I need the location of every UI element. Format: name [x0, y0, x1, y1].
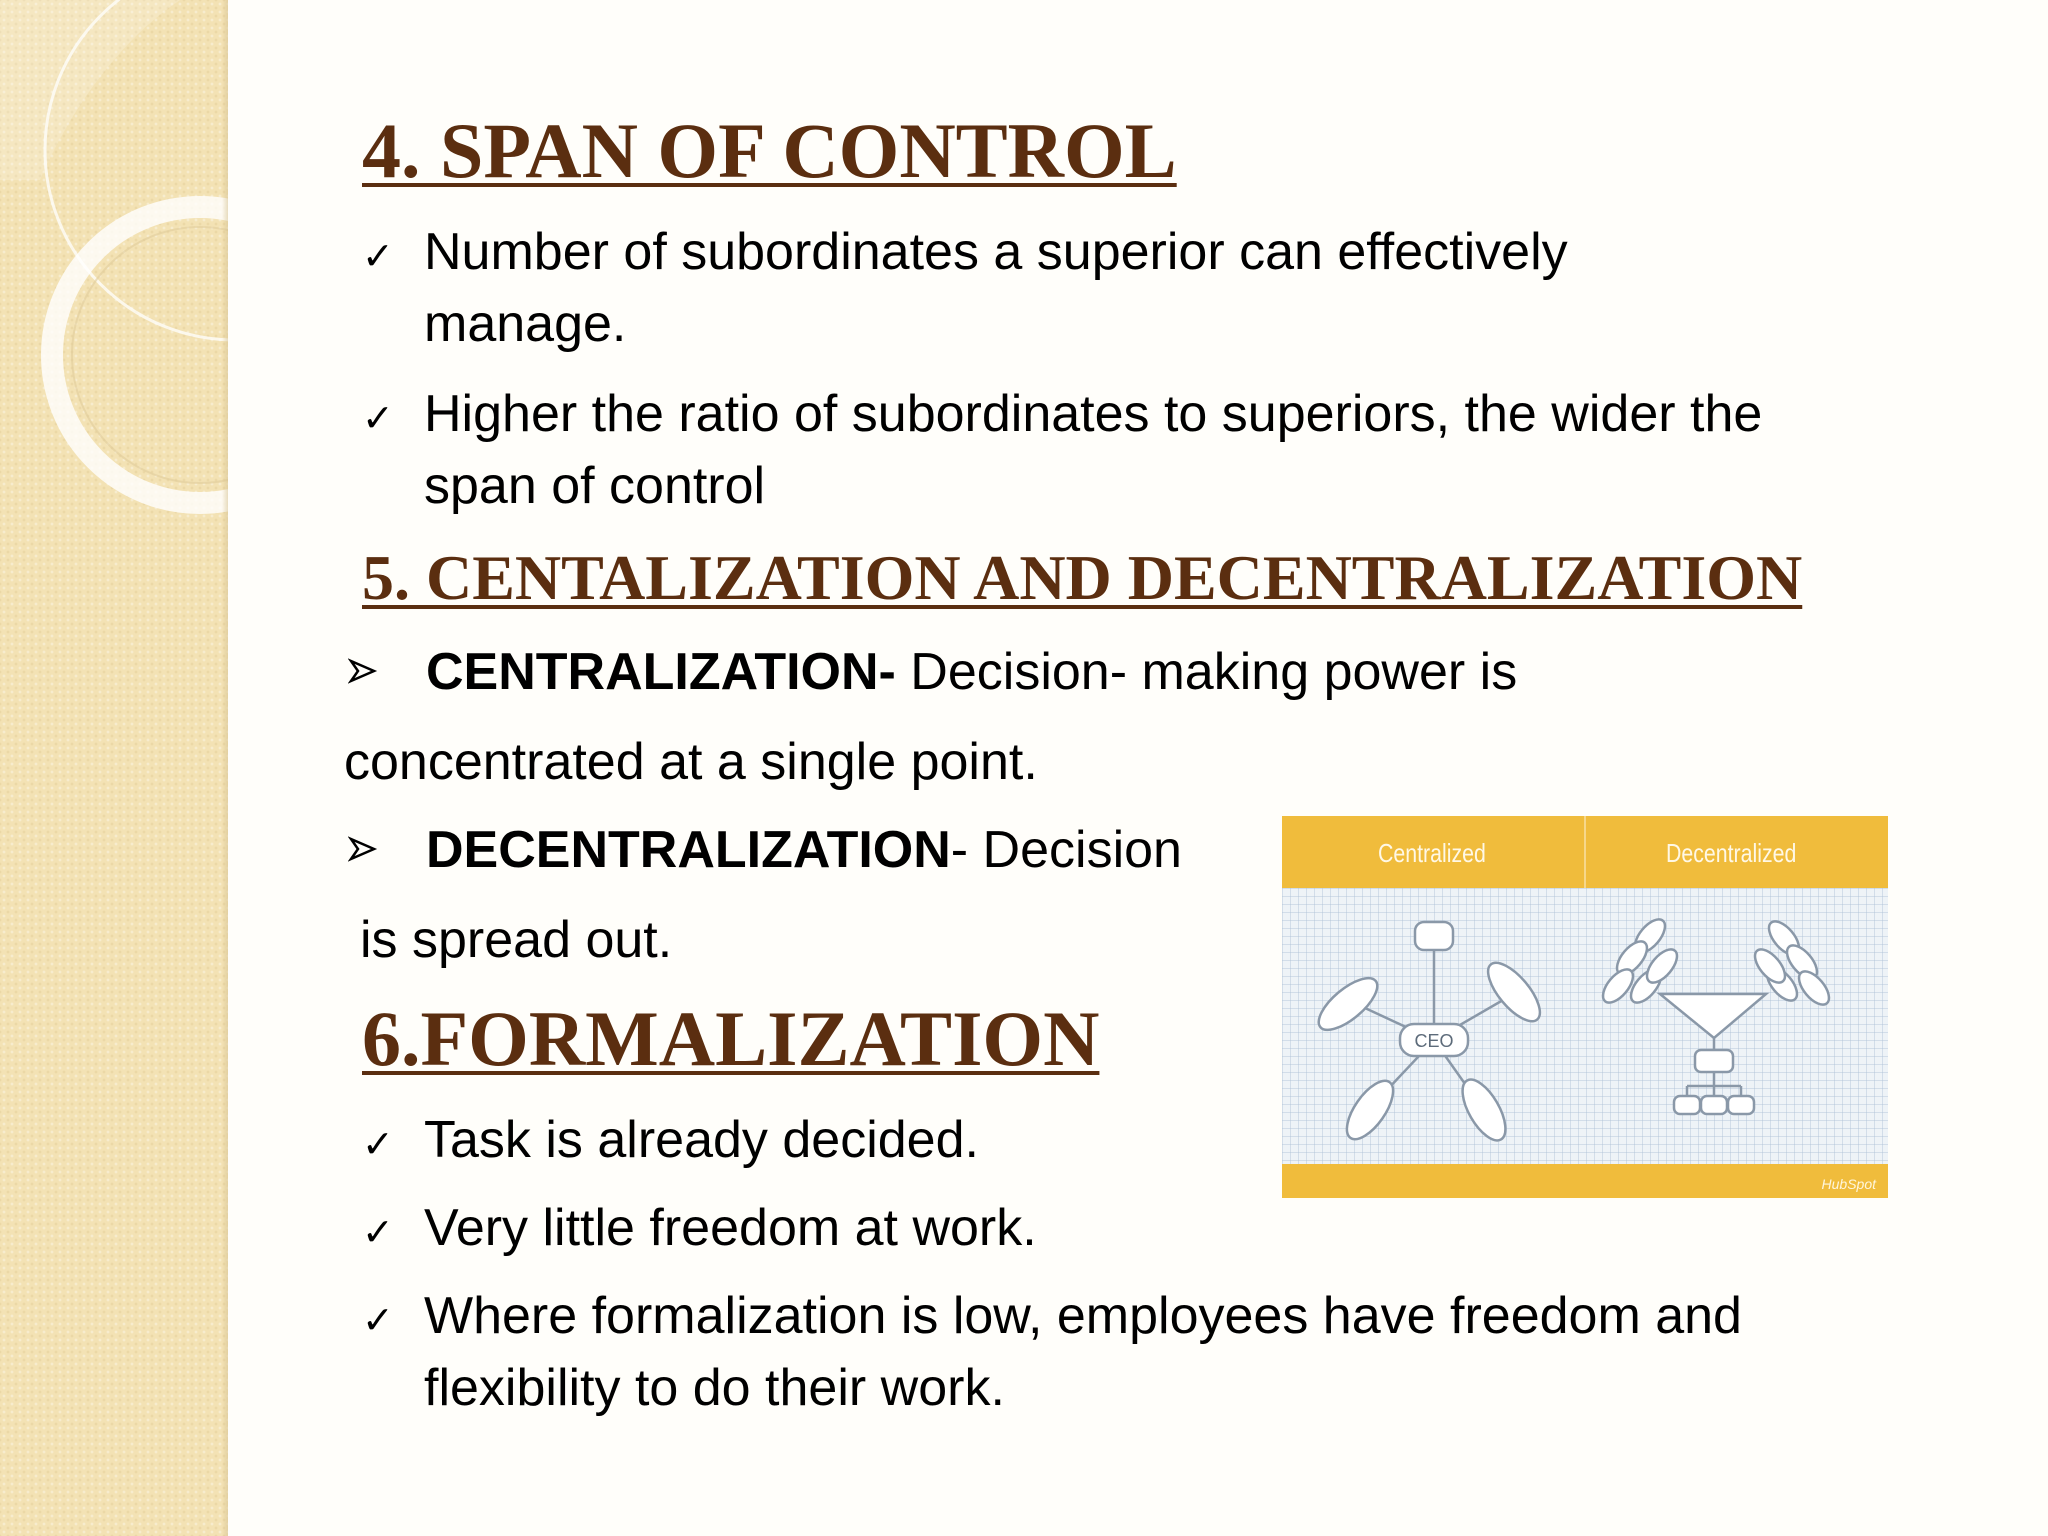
- list-item: [362, 378, 1962, 522]
- image-footer-bar: [1282, 1164, 1888, 1198]
- check-mark-icon: ✓: [362, 1298, 394, 1342]
- centralization-text: Decision- making power is: [895, 643, 1518, 701]
- check-mark-icon: ✓: [362, 234, 394, 278]
- decentralized-label: Decentralized: [1666, 838, 1797, 868]
- decentralization-continuation: is spread out.: [360, 911, 673, 969]
- list-item-line: Where formalization is low, employees have freedom and: [424, 1287, 1742, 1345]
- list-item-line: flexibility to do their work.: [424, 1359, 1005, 1417]
- heading-span-of-control: 4. SPAN OF CONTROL: [362, 107, 1177, 194]
- list-item-line: span of control: [424, 457, 766, 515]
- arrowhead-bullet-icon: [348, 834, 378, 864]
- list-item-line: Number of subordinates a superior can effectively: [424, 223, 1568, 281]
- centralization-continuation: concentrated at a single point.: [344, 733, 1038, 791]
- heading-centralization-decentralization: 5. CENTALIZATION AND DECENTRALIZATION: [362, 542, 1803, 613]
- centralization-item: [348, 636, 1848, 708]
- heading-formalization: 6.FORMALIZATION: [362, 995, 1100, 1082]
- list-item: [362, 1280, 1962, 1424]
- decorative-rings: [0, 0, 228, 1536]
- list-item: [362, 216, 1962, 360]
- watermark: HubSpot: [1821, 1176, 1876, 1192]
- centralized-label: Centralized: [1378, 838, 1486, 868]
- list-item: [362, 1104, 1262, 1176]
- ceo-node-label: CEO: [1414, 1031, 1454, 1051]
- list-item-line: Higher the ratio of subordinates to superiors, the wider the: [424, 385, 1763, 443]
- list-item-line: manage.: [424, 295, 627, 353]
- check-mark-icon: ✓: [362, 396, 394, 440]
- list-item-line: Task is already decided.: [424, 1111, 979, 1169]
- org-structure-image: [1282, 816, 1888, 1198]
- centralization-term: CENTRALIZATION-: [426, 643, 896, 701]
- check-mark-icon: ✓: [362, 1122, 394, 1166]
- list-item: [362, 1192, 1262, 1264]
- decentralization-term: DECENTRALIZATION: [426, 821, 951, 879]
- check-mark-icon: ✓: [362, 1210, 394, 1254]
- arrowhead-bullet-icon: [348, 656, 378, 686]
- decorative-side-strip: [0, 0, 228, 1536]
- org-diagram: [1282, 816, 1888, 1198]
- list-item-line: Very little freedom at work.: [424, 1199, 1037, 1257]
- decentralization-text: - Decision: [950, 821, 1182, 879]
- decentralization-item: [348, 814, 1288, 886]
